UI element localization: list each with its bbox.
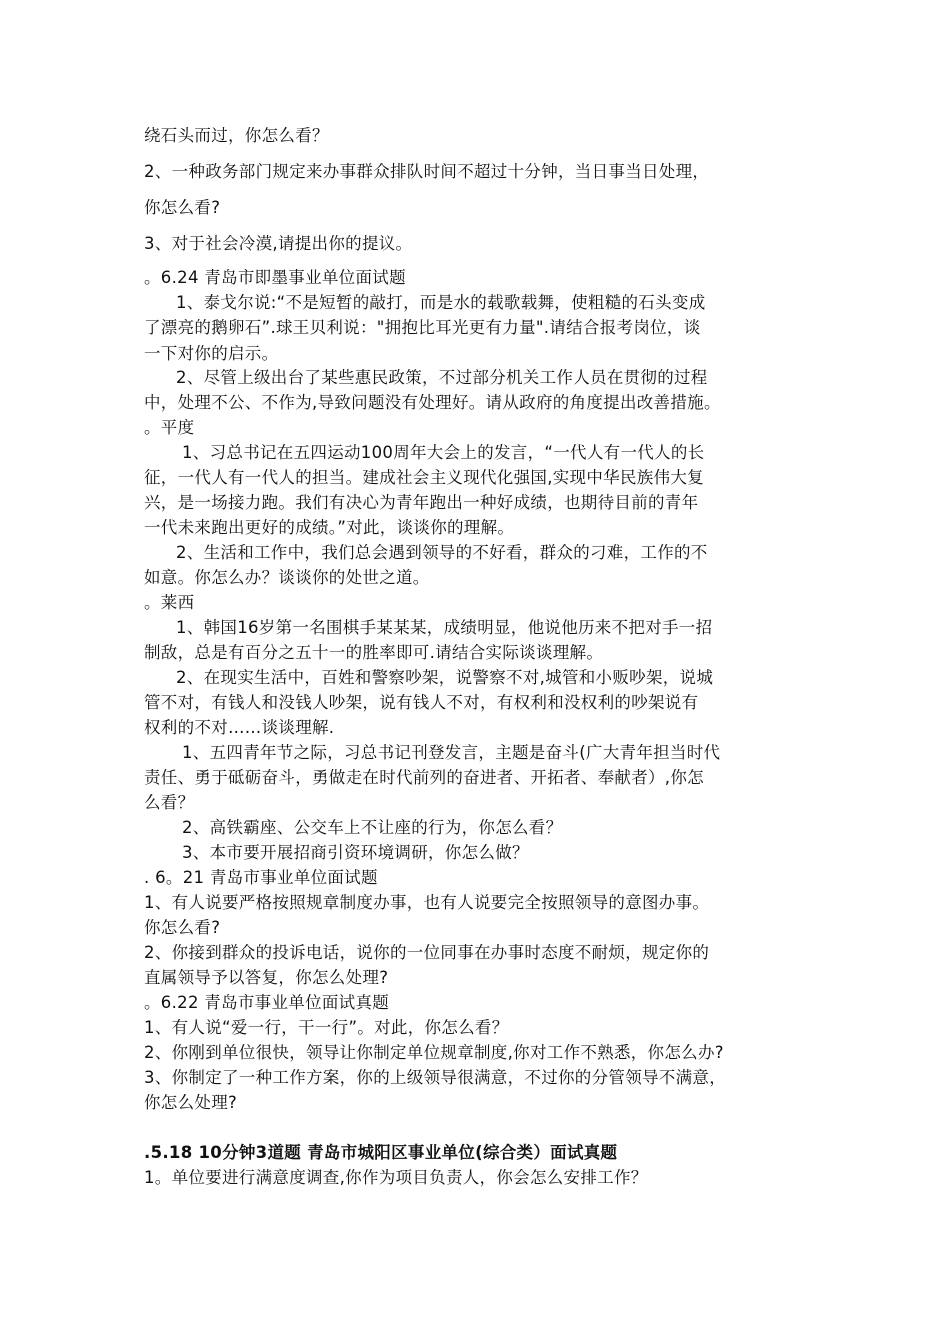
text-line: 2、你接到群众的投诉电话，说你的一位同事在办事时态度不耐烦，规定你的 <box>144 943 710 962</box>
section-heading: 。平度 <box>144 418 195 437</box>
section-heading: 。莱西 <box>144 593 195 612</box>
text-line: 1。单位要进行满意度调查,你作为项目负责人，你会怎么安排工作？ <box>144 1168 648 1187</box>
text-line: 权利的不对……谈谈理解. <box>144 718 335 737</box>
text-line: 1、泰戈尔说:“不是短暂的敲打，而是水的载歌载舞，使粗糙的石头变成 <box>176 293 706 312</box>
text-line: 2、尽管上级出台了某些惠民政策，不过部分机关工作人员在贯彻的过程 <box>176 368 708 387</box>
text-line: 1、有人说要严格按照规章制度办事，也有人说要完全按照领导的意图办事。 <box>144 893 710 912</box>
text-line: 一下对你的启示。 <box>144 344 279 363</box>
text-line: 兴，是一场接力跑。我们有决心为青年跑出一种好成绩，也期待目前的青年 <box>144 493 699 512</box>
text-line: 么看？ <box>144 793 195 812</box>
text-line: 2、高铁霸座、公交车上不让座的行为，你怎么看？ <box>182 818 563 837</box>
text-line: 1、习总书记在五四运动100周年大会上的发言，“一代人有一代人的长 <box>182 443 705 462</box>
text-line: 3、本市要开展招商引资环境调研，你怎么做？ <box>182 843 529 862</box>
section-heading: . 6。21 青岛市事业单位面试题 <box>144 868 378 887</box>
text-line: 中，处理不公、不作为,导致问题没有处理好。请从政府的角度提出改善措施。 <box>144 393 721 412</box>
text-line: 3、对于社会冷漠,请提出你的提议。 <box>144 234 413 253</box>
text-line: 征，一代人有一代人的担当。建成社会主义现代化强国,实现中华民族伟大复 <box>144 468 704 487</box>
section-heading: .5.18 10分钟3道题 青岛市城阳区事业单位(综合类）面试真题 <box>144 1143 618 1162</box>
section-heading: 。6.24 青岛市即墨事业单位面试题 <box>144 268 406 287</box>
text-line: 如意。你怎么办？谈谈你的处世之道。 <box>144 568 430 587</box>
text-line: 绕石头而过，你怎么看？ <box>144 126 329 145</box>
text-line: 制敌，总是有百分之五十一的胜率即可.请结合实际谈谈理解。 <box>144 643 604 662</box>
section-heading: 。6.22 青岛市事业单位面试真题 <box>144 993 390 1012</box>
text-line: 2、生活和工作中，我们总会遇到领导的不好看，群众的刁难，工作的不 <box>176 543 708 562</box>
text-line: 责任、勇于砥砺奋斗，勇做走在时代前列的奋进者、开拓者、奉献者）,你怎 <box>144 768 704 787</box>
text-line: 1、韩国16岁第一名围棋手某某某，成绩明显，他说他历来不把对手一招 <box>176 618 713 637</box>
text-line: 你怎么处理? <box>144 1093 238 1112</box>
text-line: 管不对，有钱人和没钱人吵架，说有钱人不对，有权利和没权利的吵架说有 <box>144 693 699 712</box>
text-line: 2、在现实生活中，百姓和警察吵架，说警察不对,城管和小贩吵架，说城 <box>176 668 714 687</box>
text-line: 直属领导予以答复，你怎么处理? <box>144 968 389 987</box>
text-line: 了漂亮的鹅卵石”.球王贝利说："拥抱比耳光更有力量".请结合报考岗位，谈 <box>144 318 701 337</box>
text-line: 你怎么看? <box>144 918 221 937</box>
text-line: 3、你制定了一种工作方案，你的上级领导很满意，不过你的分管领导不满意， <box>144 1068 726 1087</box>
text-line: 一代未来跑出更好的成绩。”对此，谈谈你的理解。 <box>144 518 515 537</box>
text-line: 2、一种政务部门规定来办事群众排队时间不超过十分钟，当日事当日处理， <box>144 162 710 181</box>
text-line: 1、五四青年节之际，习总书记刊登发言，主题是奋斗(广大青年担当时代 <box>182 743 721 762</box>
text-line: 2、你刚到单位很快，领导让你制定单位规章制度,你对工作不熟悉，你怎么办? <box>144 1043 724 1062</box>
text-line: 你怎么看? <box>144 198 221 217</box>
text-line: 1、有人说“爱一行，干一行”。对此，你怎么看？ <box>144 1018 509 1037</box>
